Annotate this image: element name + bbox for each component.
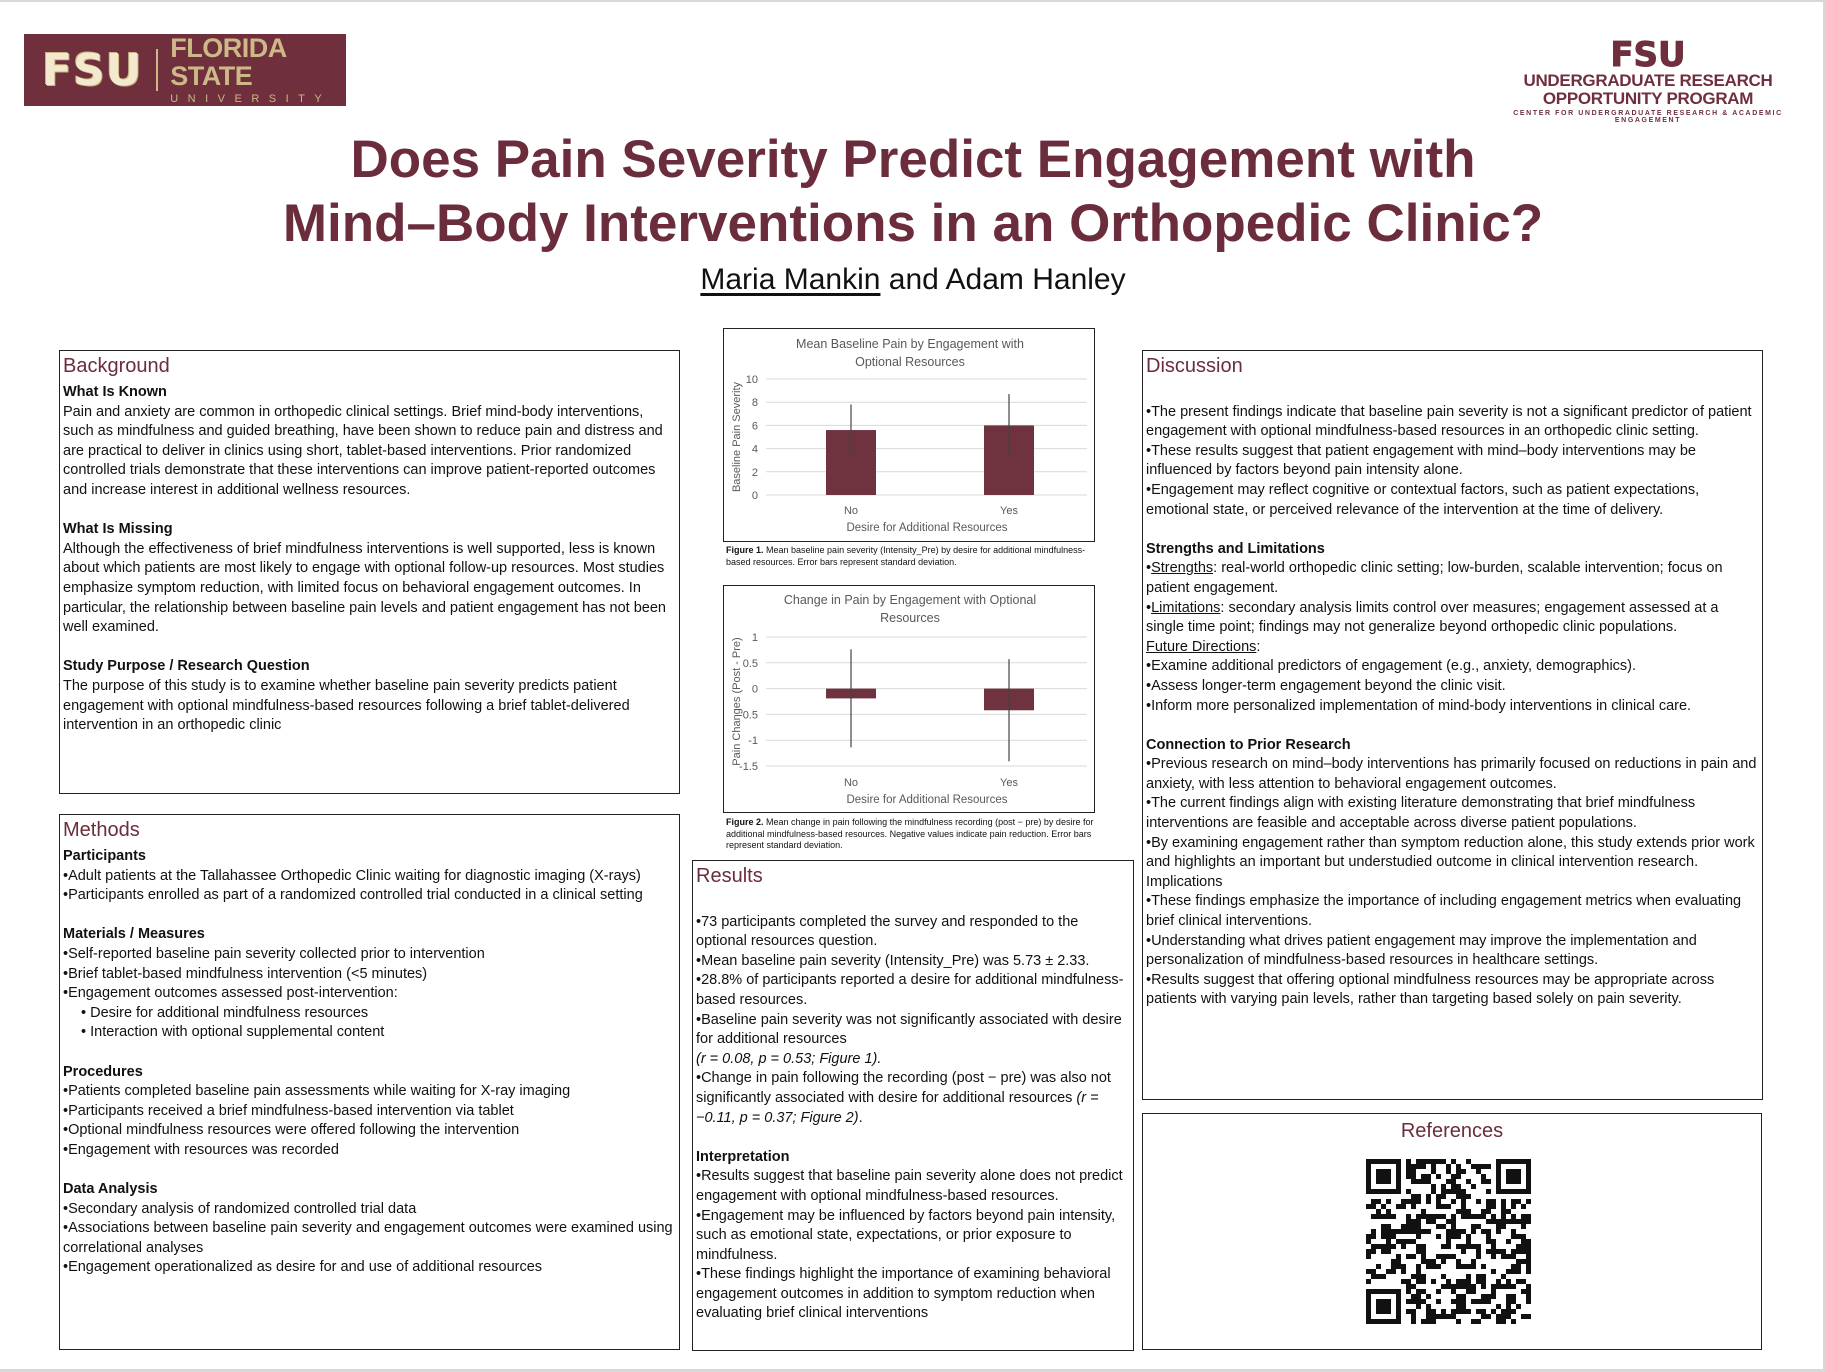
paragraph	[63, 867, 676, 887]
y-tick-label: 2	[751, 466, 758, 479]
author-second: Adam Hanley	[945, 263, 1126, 296]
text-run: •Secondary analysis of randomized controlled trial data	[63, 1200, 417, 1217]
text-run: :	[1256, 638, 1261, 655]
x-axis-label: Desire for Additional Resources	[846, 522, 1008, 534]
y-tick-label: 0.5	[742, 657, 758, 670]
methods-heading: Methods	[63, 819, 140, 841]
paragraph	[63, 540, 676, 638]
text-run: •Assess longer-term engagement beyond the clinic visit.	[1146, 677, 1506, 694]
text-run: Data Analysis	[63, 1181, 158, 1198]
text-run: Future Directions	[1146, 638, 1257, 655]
text-run: What Is Missing	[63, 521, 173, 538]
paragraph	[63, 1023, 676, 1043]
paragraph	[63, 1082, 676, 1102]
text-run: •Understanding what drives patient engagement may improve the implementation and personalization of mindfulness-based resources in healthcare settings.	[1146, 932, 1697, 969]
paragraph	[1146, 834, 1759, 873]
y-tick-label: 10	[745, 374, 758, 386]
subheading	[696, 1148, 1130, 1168]
subheading	[63, 1063, 676, 1083]
chart-svg	[724, 329, 1096, 543]
paragraph	[696, 1207, 1130, 1266]
poster-title	[0, 128, 1826, 256]
y-tick-label: -0.5	[739, 709, 758, 722]
author-first: Maria Mankin	[700, 263, 881, 296]
paragraph	[1146, 932, 1759, 971]
chart-title: Mean Baseline Pain by Engagement with	[796, 337, 1024, 351]
fsu-wordmark	[170, 34, 346, 106]
chart-svg	[724, 586, 1096, 814]
subheading	[63, 925, 676, 945]
spacer	[63, 1161, 676, 1181]
spacer	[696, 893, 1130, 913]
paragraph	[1146, 599, 1759, 638]
spacer	[1146, 716, 1759, 736]
y-tick-label: 4	[751, 443, 758, 456]
x-tick-label: No	[843, 777, 859, 789]
figure2-chart	[723, 585, 1095, 813]
text-run: The purpose of this study is to examine whether baseline pain severity predicts patient engagement with optional mindfulness-based resources following a brief tablet-delivered intervention in an orthopedic clinic	[63, 677, 630, 734]
paragraph	[1146, 873, 1759, 893]
paragraph	[63, 677, 676, 736]
text-run: •Engagement may reflect cognitive or contextual factors, such as patient expectations, emotional state, or perceived relevance of the intervention at the time of delivery.	[1146, 481, 1700, 518]
y-tick-label: 0	[751, 490, 758, 502]
paragraph	[696, 1069, 1130, 1128]
chart-title: Change in Pain by Engagement with Optional	[783, 593, 1037, 607]
paragraph	[1146, 971, 1759, 1010]
figure2-caption-text: Mean change in pain following the mindfulness recording (post − pre) by desire for additional mindfulness-based resources. Negative values indicate pain reduction. Error bars represent standard deviation.	[726, 817, 1094, 850]
text-run: •By examining engagement rather than symptom reduction alone, this study extends prior work and highlights an important but understudied outcome in clinical intervention research.	[1146, 834, 1755, 871]
paragraph	[1146, 755, 1759, 794]
fsu-logo	[24, 34, 346, 106]
title-line1: Does Pain Severity Predict Engagement with	[350, 130, 1476, 189]
x-tick-label: No	[843, 505, 859, 517]
urop-line1: UNDERGRADUATE RESEARCH	[1523, 71, 1773, 90]
subheading	[63, 1180, 676, 1200]
x-tick-label: Yes	[1000, 777, 1018, 789]
text-run: •Results suggest that offering optional mindfulness resources may be appropriate across patients with varying pain levels, rather than targeting based solely on pain severity.	[1146, 971, 1715, 1008]
text-run: •The present findings indicate that baseline pain severity is not a significant predictor of patient engagement with optional mindfulness-based resources in an orthopedic clinic setting.	[1146, 403, 1752, 440]
text-run: •Engagement operationalized as desire for and use of additional resources	[63, 1259, 543, 1276]
paragraph	[1146, 442, 1759, 481]
text-run: (r = −0.11, p = 0.37; Figure 2)	[696, 1089, 1099, 1126]
x-axis-label: Desire for Additional Resources	[846, 794, 1008, 806]
page-edge	[0, 0, 1826, 2]
background-section	[59, 350, 680, 794]
subheading	[63, 847, 676, 867]
spacer	[1146, 383, 1759, 403]
text-run: Strengths and Limitations	[1146, 540, 1325, 557]
text-run: •Baseline pain severity was not significantly associated with desire for additional resources	[696, 1011, 1122, 1048]
fsu-name: FLORIDA STATE	[170, 33, 286, 91]
paragraph	[63, 945, 676, 965]
figure1-caption-text: Mean baseline pain severity (Intensity_Pre) by desire for additional mindfulness-based resources. Error bars represent standard deviation.	[726, 545, 1086, 567]
text-run: •Optional mindfulness resources were offered following the intervention	[63, 1122, 520, 1139]
paragraph	[1146, 677, 1759, 697]
figure1-chart	[723, 328, 1095, 542]
paragraph	[696, 971, 1130, 1010]
spacer	[63, 501, 676, 521]
authors	[0, 262, 1826, 298]
text-run: Procedures	[63, 1063, 143, 1080]
references-heading: References	[1400, 1120, 1504, 1142]
paragraph	[696, 1050, 1130, 1070]
paragraph	[63, 1121, 676, 1141]
text-run: •Self-reported baseline pain severity collected prior to intervention	[63, 945, 485, 962]
urop-logo-mark: FSU	[1610, 35, 1686, 75]
text-run: •These findings highlight the importance of examining behavioral engagement outcomes in addition to symptom reduction when evaluating brief clinical interventions	[696, 1266, 1111, 1322]
text-run: Study Purpose / Research Question	[63, 658, 310, 675]
text-run: •73 participants completed the survey and responded to the optional resources question.	[696, 913, 1079, 950]
text-run: Implications	[1146, 873, 1223, 890]
paragraph	[63, 1258, 676, 1278]
text-run: •Brief tablet-based mindfulness intervention (<5 minutes)	[63, 965, 428, 982]
y-axis-label: Baseline Pain Severity	[731, 381, 743, 493]
background-heading: Background	[63, 355, 170, 377]
paragraph	[1146, 697, 1759, 717]
y-tick-label: 8	[751, 397, 758, 410]
title-line2: Mind–Body Interventions in an Orthopedic Clinic?	[282, 194, 1544, 253]
text-run: •Engagement with resources was recorded	[63, 1141, 339, 1158]
paragraph	[696, 1265, 1130, 1324]
subheading	[1146, 736, 1759, 756]
results-section	[692, 860, 1134, 1351]
author-joiner: and	[880, 263, 946, 296]
paragraph	[1146, 559, 1759, 598]
text-run: •Examine additional predictors of engagement (e.g., anxiety, demographics).	[1146, 658, 1637, 675]
y-tick-label: -1	[748, 735, 758, 748]
paragraph	[63, 886, 676, 906]
y-tick-label: 1	[751, 632, 758, 644]
y-tick-label: 6	[751, 420, 758, 433]
spacer	[63, 906, 676, 926]
text-run: •Adult patients at the Tallahassee Orthopedic Clinic waiting for diagnostic imaging (X-rays)	[63, 867, 641, 884]
x-tick-label: Yes	[1000, 505, 1018, 517]
text-run: •Engagement may be influenced by factors beyond pain intensity, such as emotional state, expectations, or prior exposure to mindfulness.	[696, 1207, 1116, 1263]
spacer	[63, 1043, 676, 1063]
text-run: •	[1146, 599, 1152, 616]
text-run: (r = 0.08, p = 0.53; Figure 1).	[696, 1050, 882, 1067]
subheading	[63, 520, 676, 540]
paragraph	[63, 984, 676, 1004]
text-run: •Results suggest that baseline pain severity alone does not predict engagement with optional mindfulness-based resources.	[696, 1168, 1123, 1204]
text-run: •	[1146, 560, 1152, 577]
chart-title: Optional Resources	[855, 355, 965, 369]
paragraph	[1146, 794, 1759, 833]
paragraph	[63, 1219, 676, 1258]
paragraph	[63, 1141, 676, 1161]
spacer	[1146, 520, 1759, 540]
qr-modules	[1366, 1159, 1531, 1324]
text-run: • Desire for additional mindfulness resources	[81, 1004, 369, 1021]
paragraph	[696, 913, 1130, 952]
urop-line3: CENTER FOR UNDERGRADUATE RESEARCH & ACADEMIC ENGAGEMENT	[1513, 110, 1783, 124]
text-run: Interpretation	[696, 1148, 790, 1165]
text-run: •Participants enrolled as part of a randomized controlled trial conducted in a clinical setting	[63, 887, 643, 904]
y-tick-label: -1.5	[739, 761, 758, 773]
paragraph	[63, 965, 676, 985]
fsu-logo-mark: FSU	[42, 44, 143, 96]
text-run: .	[858, 1109, 863, 1126]
text-run: •Inform more personalized implementation of mind-body interventions in clinical care.	[1146, 697, 1692, 714]
text-run: Although the effectiveness of brief mindfulness interventions is well supported, less is known about which patients are most likely to engage with optional follow-up resources. Most studies emphasize symptom reduction, with limited focus on behavioral engagement outcomes. In particular, the relationship between baseline pain levels and patient engagement has not been well examined.	[63, 540, 666, 636]
subheading	[1146, 540, 1759, 560]
paragraph	[63, 1004, 676, 1024]
paragraph	[63, 1102, 676, 1122]
urop-line2: OPPORTUNITY PROGRAM	[1542, 89, 1754, 108]
text-run: •Previous research on mind–body interventions has primarily focused on reductions in pain and anxiety, with less attention to behavioral engagement outcomes.	[1146, 756, 1757, 792]
paragraph	[63, 1200, 676, 1220]
figure1-caption-label: Figure 1.	[726, 545, 764, 555]
figure2-caption	[726, 817, 1104, 852]
text-run: : secondary analysis limits control over measures; engagement assessed at a single time point; findings may not generalize beyond orthopedic clinic populations.	[1146, 599, 1719, 636]
figure2-caption-label: Figure 2.	[726, 817, 764, 827]
subheading	[63, 657, 676, 677]
text-run: • Interaction with optional supplemental content	[81, 1024, 385, 1041]
discussion-heading: Discussion	[1146, 355, 1243, 377]
text-run: : real-world orthopedic clinic setting; low-burden, scalable intervention; focus on patient engagement.	[1146, 560, 1723, 596]
paragraph	[696, 1167, 1130, 1206]
paragraph	[1146, 481, 1759, 520]
text-run: •The current findings align with existing literature demonstrating that brief mindfulness interventions are feasible and acceptable across diverse patient populations.	[1146, 795, 1696, 832]
text-run: Pain and anxiety are common in orthopedic clinical settings. Brief mind-body interventions, such as mindfulness and guided breathing, have been shown to reduce pain and distress and are practical to deliver in clinics using short, tablet-based interventions. Prior randomized controlled trials demonstrate that these interventions can improve patient-reported outcomes and increase interest in additional wellness resources.	[63, 403, 663, 498]
paragraph	[696, 1011, 1130, 1050]
paragraph	[63, 403, 676, 501]
paragraph	[1146, 657, 1759, 677]
paragraph	[1146, 403, 1759, 442]
text-run: Strengths	[1151, 560, 1214, 577]
text-run: •Engagement outcomes assessed post-intervention:	[63, 985, 398, 1002]
text-run: •These results suggest that patient engagement with mind–body interventions may be influenced by factors beyond pain intensity alone.	[1146, 442, 1696, 479]
text-run: Connection to Prior Research	[1146, 736, 1351, 753]
spacer	[63, 638, 676, 658]
text-run: •Change in pain following the recording (post − pre) was also not significantly associated with desire for additional resources	[696, 1070, 1111, 1106]
results-heading: Results	[696, 865, 763, 887]
urop-logo	[1480, 35, 1816, 124]
text-run: •Patients completed baseline pain assessments while waiting for X-ray imaging	[63, 1083, 571, 1100]
text-run: •Mean baseline pain severity (Intensity_Pre) was 5.73 ± 2.33.	[696, 952, 1090, 969]
text-run: •28.8% of participants reported a desire for additional mindfulness-based resources.	[696, 972, 1124, 1008]
fsu-sub: UNIVERSITY	[170, 93, 332, 105]
text-run: Limitations	[1151, 599, 1221, 616]
text-run: What Is Known	[63, 384, 167, 400]
paragraph	[1146, 892, 1759, 931]
methods-section	[59, 814, 680, 1350]
text-run: •These findings emphasize the importance of including engagement metrics when evaluating brief clinical interventions.	[1146, 893, 1742, 930]
y-tick-label: 0	[751, 683, 758, 696]
paragraph	[1146, 638, 1759, 658]
text-run: Materials / Measures	[63, 926, 205, 943]
text-run: •Associations between baseline pain severity and engagement outcomes were examined using correlational analyses	[63, 1220, 673, 1256]
logo-divider	[156, 49, 158, 91]
discussion-section	[1142, 350, 1763, 1100]
qr-code-icon[interactable]	[1366, 1156, 1531, 1327]
chart-title: Resources	[880, 611, 940, 625]
subheading	[63, 383, 676, 403]
spacer	[696, 1128, 1130, 1148]
figure1-caption	[726, 545, 1106, 568]
paragraph	[696, 952, 1130, 972]
y-axis-label: Pain Changes (Post - Pre)	[731, 637, 743, 766]
text-run: Participants	[63, 848, 146, 864]
text-run: •Participants received a brief mindfulness-based intervention via tablet	[63, 1102, 514, 1119]
